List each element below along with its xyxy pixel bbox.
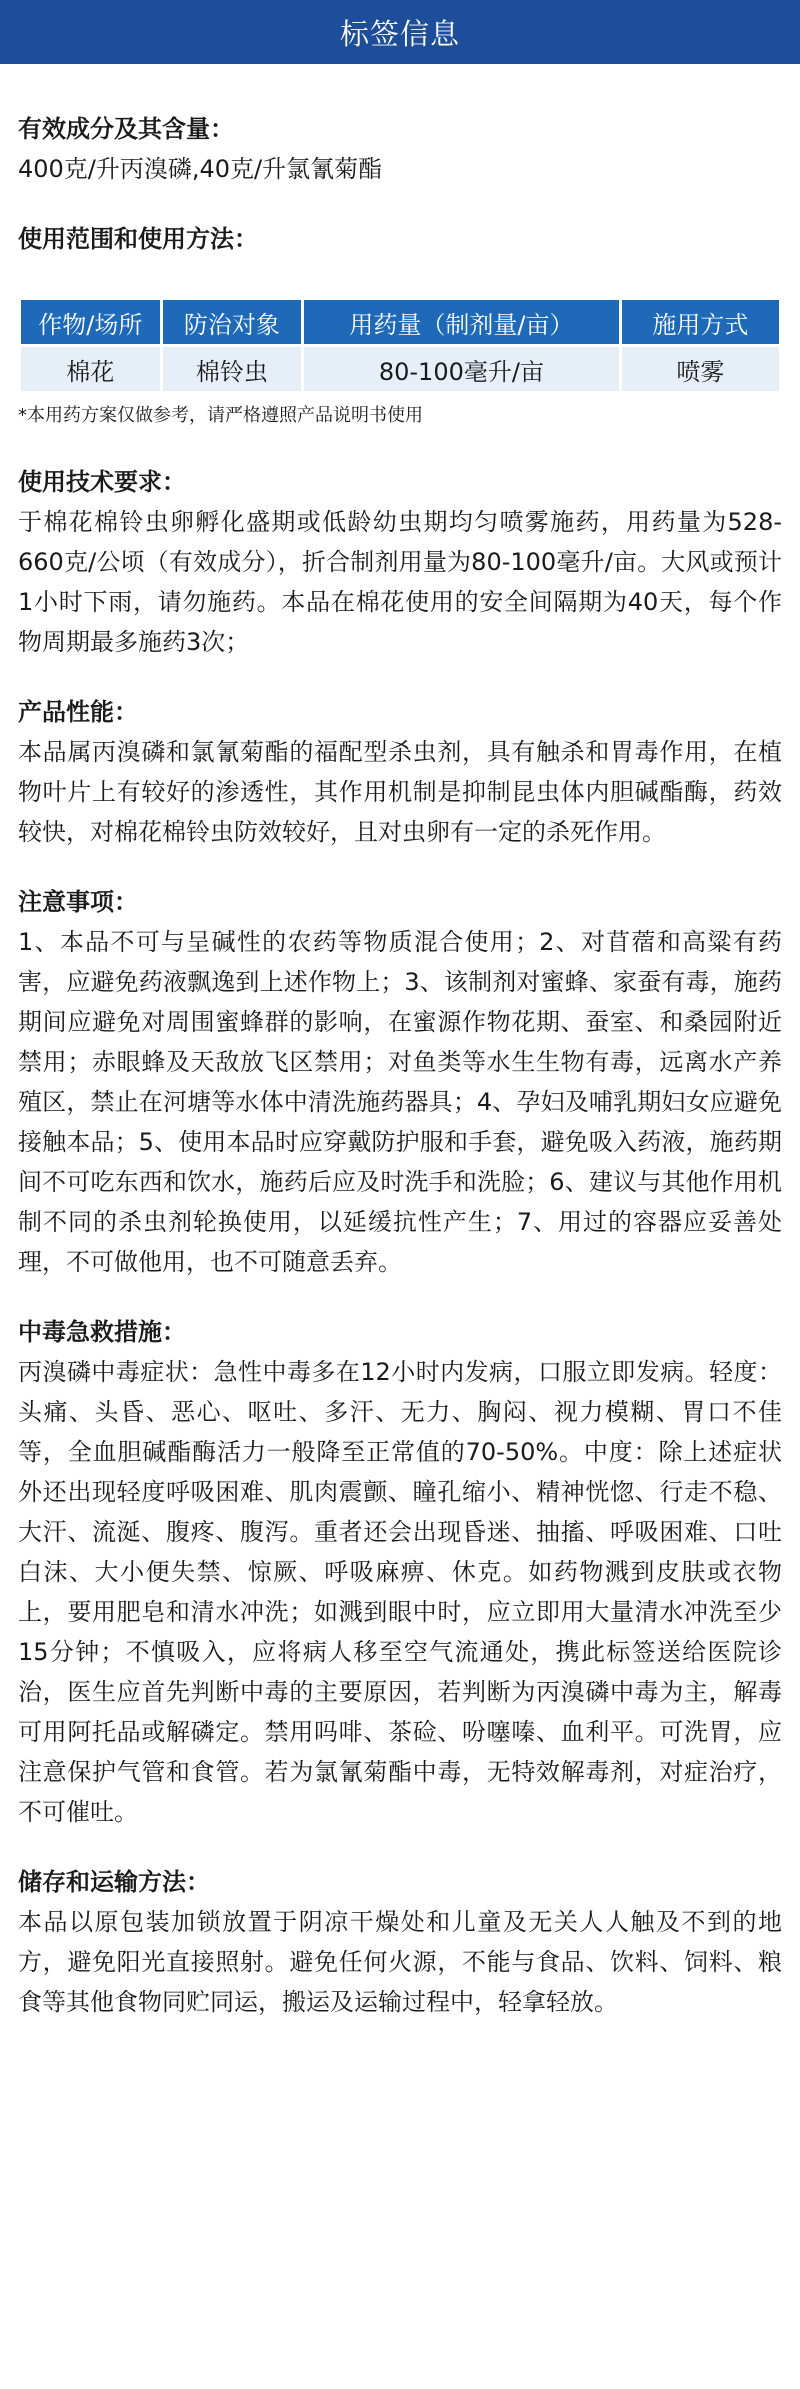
storage-heading: 储存和运输方法：: [18, 1868, 210, 1896]
usage-note: *本用药方案仅做参考，请严格遵照产品说明书使用: [18, 405, 423, 426]
usage-section: [18, 219, 782, 432]
performance-text: 本品属丙溴磷和氯氰菊酯的福配型杀虫剂，具有触杀和胃毒作用，在植物叶片上有较好的渗透性，其作用机制是抑制昆虫体内胆碱酯酶，药效较快，对棉花棉铃虫防效较好，且对虫卵有一定的杀死作用。: [18, 738, 782, 846]
performance-heading: 产品性能：: [18, 698, 138, 726]
column-header-method: 施用方式: [622, 300, 779, 344]
first-aid-section: [18, 1312, 782, 1832]
label-info-header: [0, 0, 800, 64]
label-content: [0, 109, 800, 2022]
first-aid-heading: 中毒急救措施：: [18, 1318, 186, 1346]
page-title: 标签信息: [339, 16, 460, 51]
column-header-target: 防治对象: [163, 300, 302, 344]
performance-section: [18, 692, 782, 852]
ingredients-heading: 有效成分及其含量：: [18, 115, 234, 143]
table-row: [21, 347, 779, 391]
precautions-section: [18, 882, 782, 1282]
precautions-heading: 注意事项：: [18, 888, 138, 916]
usage-table-header-row: [21, 300, 779, 344]
usage-table: [18, 297, 782, 394]
storage-text: 本品以原包装加锁放置于阴凉干燥处和儿童及无关人人触及不到的地方，避免阳光直接照射。避免任何火源，不能与食品、饮料、饲料、粮食等其他食物同贮同运，搬运及运输过程中，轻拿轻放。: [18, 1908, 782, 2016]
ingredients-text: 400克/升丙溴磷,40克/升氯氰菊酯: [18, 155, 383, 183]
cell-dosage: 80-100毫升/亩: [304, 347, 619, 391]
ingredients-section: [18, 109, 782, 189]
technical-section: [18, 462, 782, 662]
cell-target: 棉铃虫: [163, 347, 302, 391]
technical-heading: 使用技术要求：: [18, 468, 186, 496]
usage-heading: 使用范围和使用方法：: [18, 225, 258, 253]
column-header-crop: 作物/场所: [21, 300, 160, 344]
storage-section: [18, 1862, 782, 2022]
technical-text: 于棉花棉铃虫卵孵化盛期或低龄幼虫期均匀喷雾施药，用药量为528-660克/公顷（有效成分），折合制剂用量为80-100毫升/亩。大风或预计1小时下雨，请勿施药。本品在棉花使用的安全间隔期为40天，每个作物周期最多施药3次；: [18, 508, 782, 656]
column-header-dosage: 用药量（制剂量/亩）: [304, 300, 619, 344]
cell-crop: 棉花: [21, 347, 160, 391]
first-aid-text: 丙溴磷中毒症状：急性中毒多在12小时内发病，口服立即发病。轻度：头痛、头昏、恶心、呕吐、多汗、无力、胸闷、视力模糊、胃口不佳等，全血胆碱酯酶活力一般降至正常值的70-50%。中度：除上述症状外还出现轻度呼吸困难、肌肉震颤、瞳孔缩小、精神恍惚、行走不稳、大汗、流涎、腹疼、腹泻。重者还会出现昏迷、抽搐、呼吸困难、口吐白沫、大小便失禁、惊厥、呼吸麻痹、休克。如药物溅到皮肤或衣物上，要用肥皂和清水冲洗；如溅到眼中时，应立即用大量清水冲洗至少15分钟；不慎吸入，应将病人移至空气流通处，携此标签送给医院诊治，医生应首先判断中毒的主要原因，若判断为丙溴磷中毒为主，解毒可用阿托品或解磷定。禁用吗啡、茶硷、吩噻嗪、血利平。可洗胃，应注意保护气管和食管。若为氯氰菊酯中毒，无特效解毒剂，对症治疗，不可催吐。: [18, 1358, 782, 1826]
cell-method: 喷雾: [622, 347, 779, 391]
precautions-text: 1、本品不可与呈碱性的农药等物质混合使用；2、对苜蓿和高粱有药害，应避免药液飘逸到上述作物上；3、该制剂对蜜蜂、家蚕有毒，施药期间应避免对周围蜜蜂群的影响，在蜜源作物花期、蚕室、和桑园附近禁用；赤眼蜂及天敌放飞区禁用；对鱼类等水生生物有毒，远离水产养殖区，禁止在河塘等水体中清洗施药器具；4、孕妇及哺乳期妇女应避免接触本品；5、使用本品时应穿戴防护服和手套，避免吸入药液，施药期间不可吃东西和饮水，施药后应及时洗手和洗脸；6、建议与其他作用机制不同的杀虫剂轮换使用，以延缓抗性产生；7、用过的容器应妥善处理，不可做他用，也不可随意丢弃。: [18, 928, 782, 1276]
